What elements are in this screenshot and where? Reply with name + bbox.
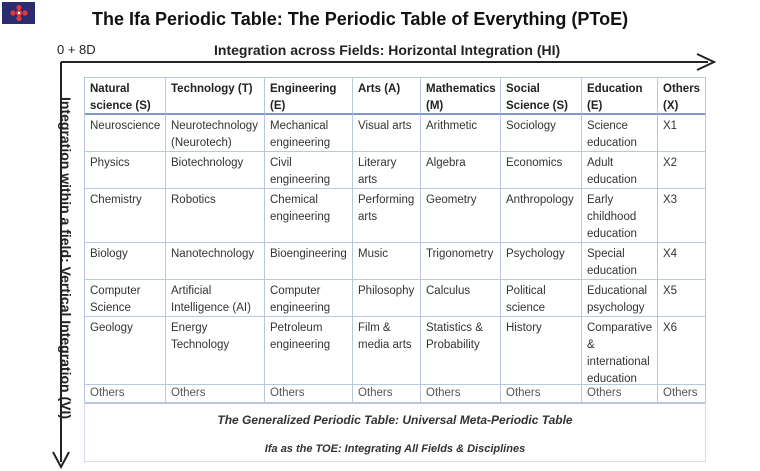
column-header: Engineering (E): [265, 78, 353, 115]
origin-label: 0 + 8D: [57, 42, 96, 57]
table-cell: Geometry: [421, 189, 501, 243]
others-cell: Others: [166, 385, 265, 403]
table-cell: Trigonometry: [421, 243, 501, 280]
table-cell: Film & media arts: [353, 317, 421, 385]
table-cell: Adult education: [582, 152, 658, 189]
table-cell: Educational psychology: [582, 280, 658, 317]
others-cell: Others: [582, 385, 658, 403]
table-cell: Visual arts: [353, 115, 421, 152]
table-cell: Literary arts: [353, 152, 421, 189]
table-cell: Chemistry: [85, 189, 166, 243]
table-cell: Computer Science: [85, 280, 166, 317]
table-cell: X1: [658, 115, 705, 152]
table-cell: Performing arts: [353, 189, 421, 243]
table-cell: X2: [658, 152, 705, 189]
table-cell: Bioengineering: [265, 243, 353, 280]
table-cell: Neurotechnology (Neurotech): [166, 115, 265, 152]
column-header: Mathematics (M): [421, 78, 501, 115]
page-title: The Ifa Periodic Table: The Periodic Table of Everything (PToE): [92, 9, 629, 29]
others-cell: Others: [421, 385, 501, 403]
table-cell: Sociology: [501, 115, 582, 152]
table-cell: Calculus: [421, 280, 501, 317]
table-cell: Science education: [582, 115, 658, 152]
column-header: Technology (T): [166, 78, 265, 115]
table-cell: Economics: [501, 152, 582, 189]
table-cell: X5: [658, 280, 705, 317]
table-cell: Special education: [582, 243, 658, 280]
column-header: Education (E): [582, 78, 658, 115]
table-cell: Civil engineering: [265, 152, 353, 189]
others-cell: Others: [658, 385, 705, 403]
table-cell: Arithmetic: [421, 115, 501, 152]
table-cell: Chemical engineering: [265, 189, 353, 243]
others-cell: Others: [501, 385, 582, 403]
periodic-table: [84, 77, 706, 404]
table-cell: Political science: [501, 280, 582, 317]
others-cell: Others: [85, 385, 166, 403]
table-cell: Physics: [85, 152, 166, 189]
footer-line-2: Ifa as the TOE: Integrating All Fields & Disciplines: [264, 443, 526, 455]
column-header: Arts (A): [353, 78, 421, 115]
table-cell: Robotics: [166, 189, 265, 243]
table-cell: Mechanical engineering: [265, 115, 353, 152]
table-cell: Philosophy: [353, 280, 421, 317]
table-cell: Nanotechnology: [166, 243, 265, 280]
table-cell: Biotechnology: [166, 152, 265, 189]
table-cell: X6: [658, 317, 705, 385]
table-cell: Artificial Intelligence (AI): [166, 280, 265, 317]
column-header: Social Science (S): [501, 78, 582, 115]
table-cell: Early childhood education: [582, 189, 658, 243]
table-cell: Petroleum engineering: [265, 317, 353, 385]
table-cell: Neuroscience: [85, 115, 166, 152]
vertical-axis-label: Integration within a field: Vertical Integration (VI): [58, 97, 74, 420]
table-cell: History: [501, 317, 582, 385]
horizontal-axis-label: Integration across Fields: Horizontal Integration (HI): [214, 42, 561, 58]
table-cell: X3: [658, 189, 705, 243]
table-cell: Anthropology: [501, 189, 582, 243]
table-cell: Computer engineering: [265, 280, 353, 317]
table-cell: X4: [658, 243, 705, 280]
table-cell: Geology: [85, 317, 166, 385]
table-cell: Algebra: [421, 152, 501, 189]
others-cell: Others: [353, 385, 421, 403]
table-cell: Psychology: [501, 243, 582, 280]
table-cell: Music: [353, 243, 421, 280]
footer-box: [84, 403, 706, 462]
table-cell: Comparative & international education: [582, 317, 658, 385]
table-cell: Biology: [85, 243, 166, 280]
others-cell: Others: [265, 385, 353, 403]
table-cell: Statistics & Probability: [421, 317, 501, 385]
footer-line-1: The Generalized Periodic Table: Universal Meta-Periodic Table: [217, 413, 573, 427]
column-header: Others (X): [658, 78, 705, 115]
table-cell: Energy Technology: [166, 317, 265, 385]
column-header: Natural science (S): [85, 78, 166, 115]
